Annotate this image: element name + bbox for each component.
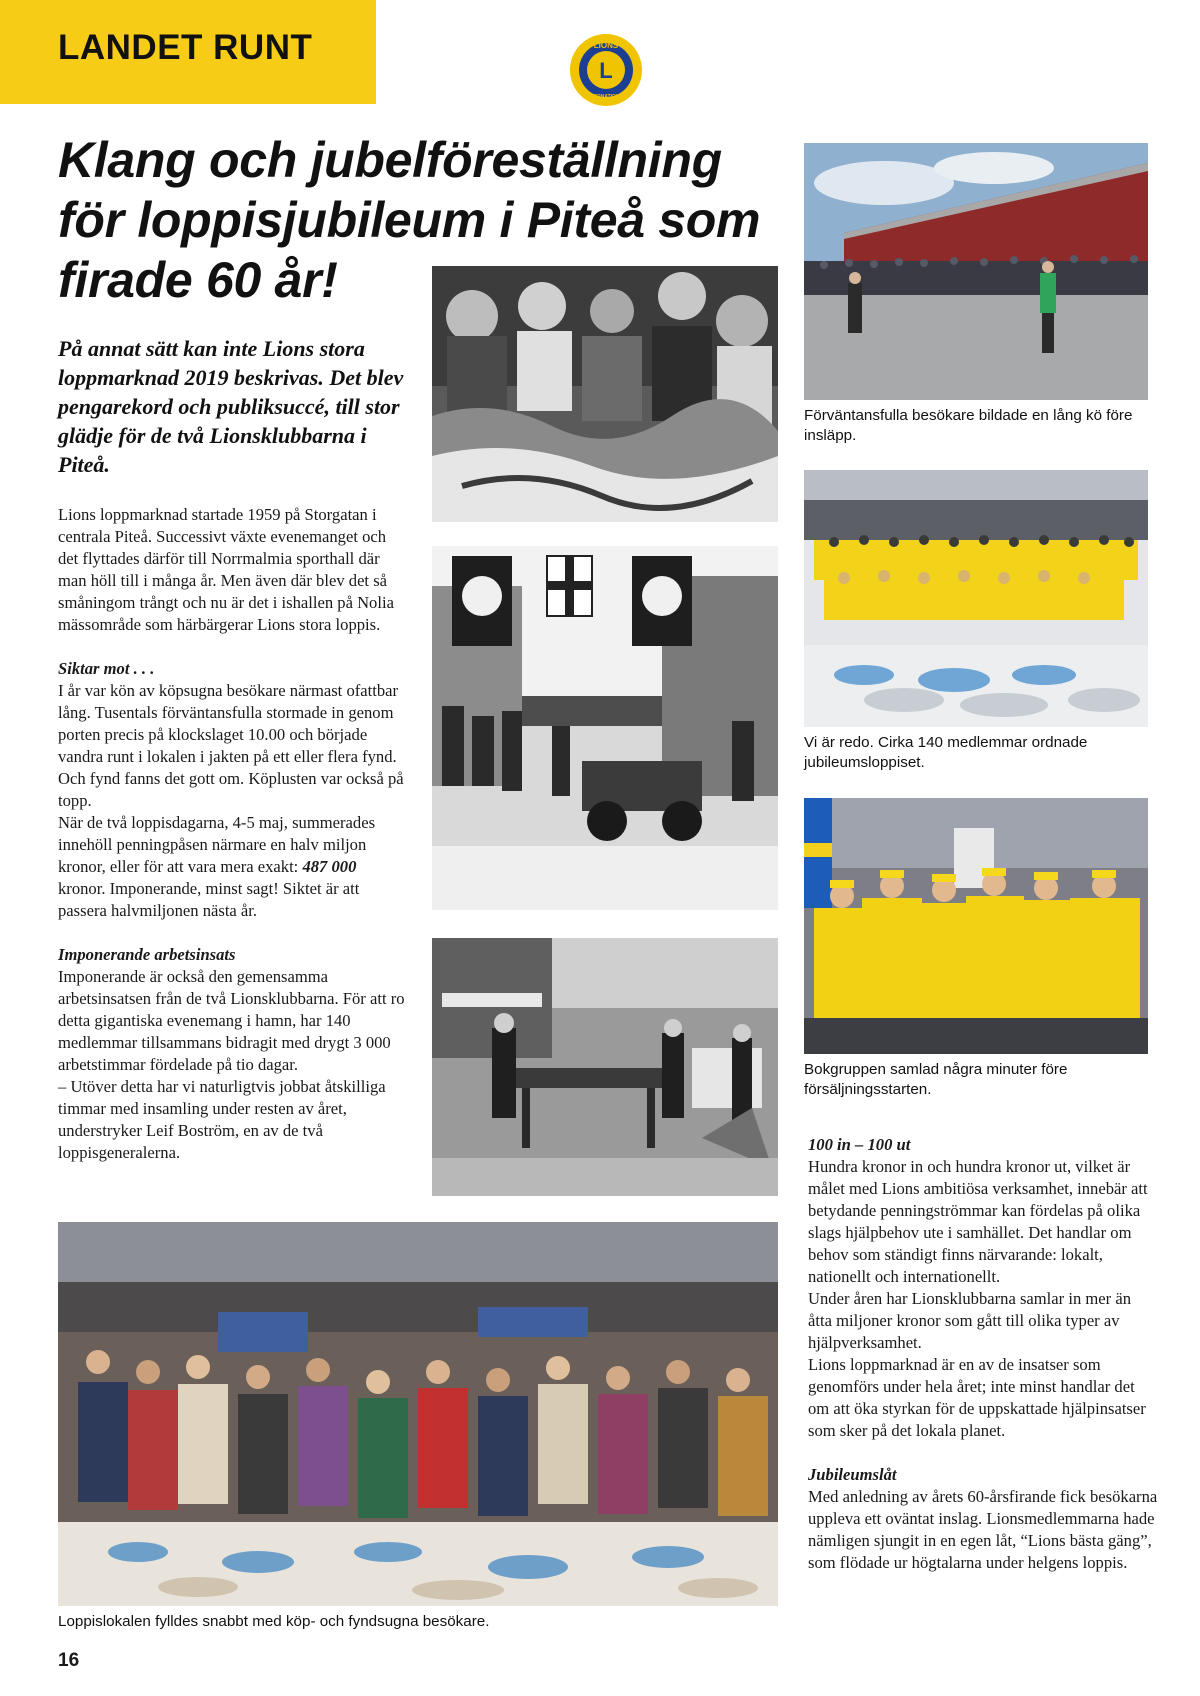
section1-paragraph-2-start: När de två loppisdagarna, 4-5 maj, summerades innehöll penningpåsen närmare en halv miljon kronor, eller för att vara mera exakt: [58, 813, 376, 876]
section4-paragraph-1: Med anledning av årets 60-årsfirande fick besökarna uppleva ett oväntat inslag. Lionsmedlemmarna hade nämligen sjungit in en egen låt, “Lions bästa gäng”, som flödade ur högtalarna under helgens loppis. [808, 1487, 1158, 1572]
left-text-column [58, 504, 406, 1164]
section3-paragraph-2: Under åren har Lionsklubbarna samlar in mer än åtta miljoner kronor som gått till olika typer av hjälpverksamhet. [808, 1289, 1131, 1352]
section1-amount: 487 000 [302, 857, 357, 876]
caption-hall: Loppislokalen fylldes snabbt med köp- och fyndsugna besökare. [58, 1613, 490, 1630]
subhead-100-in-100-ut: 100 in – 100 ut [808, 1135, 911, 1154]
photo-queue-outside [804, 143, 1148, 400]
page-number: 16 [58, 1650, 80, 1671]
photo-members-yellow [804, 470, 1148, 727]
section1-paragraph-2-end: kronor. Imponerande, minst sagt! Siktet är att passera halvmiljonen nästa år. [58, 879, 360, 920]
article-ingress: På annat sätt kan inte Lions stora loppmarknad 2019 beskrivas. Det blev pengarekord och publiksuccé, till stor glädje för de två Lionsklubbarna i Piteå. [58, 336, 404, 477]
section-tab [0, 0, 376, 104]
article-headline: Klang och jubelföreställning för loppisjubileum i Piteå som firade 60 år! [58, 132, 761, 308]
right-text-column [808, 1134, 1158, 1574]
subhead-arbetsinsats: Imponerande arbetsinsats [58, 945, 236, 964]
subhead-siktar-mot: Siktar mot . . . [58, 659, 155, 678]
lions-logo [568, 32, 644, 108]
photo-hall-crowd [58, 1222, 778, 1606]
section-label: LANDET RUNT [58, 28, 313, 67]
caption-bookgroup: Bokgruppen samlad några minuter före försäljningsstarten. [804, 1061, 1068, 1098]
logo-text-top: LIONS [593, 41, 619, 50]
photo-bw-street-banners [432, 546, 778, 910]
section2-paragraph-1: Imponerande är också den gemensamma arbetsinsatsen från de två Lionsklubbarna. För att ro detta gigantiska evenemang i hamn, har 140 medlemmar tillsammans bidragit med drygt 3 000 arbetstimmar fördelade på tio dagar. [58, 967, 405, 1074]
section1-paragraph-1: I år var kön av köpsugna besökare närmast ofattbar lång. Tusentals förväntansfulla stormade in genom porten precis på klockslaget 10.00 och började vandra runt i lokalen i jakten på ett eller flera fynd. Och fynd fanns det gott om. Köplusten var också på topp. [58, 681, 404, 810]
photo-bookgroup [804, 798, 1148, 1054]
intro-paragraph: Lions loppmarknad startade 1959 på Storgatan i centrala Piteå. Successivt växte evenemanget och det flyttades därför till Norrmalmia sporthall där man höll till i många år. Men även där blev det så småningom trångt och nu är det i ishallen på Nolia mässområde som härbärgerar Lions stora loppis. [58, 505, 394, 634]
photo-bw-market-tables [432, 938, 778, 1196]
photo-bw-clothes-crowd [432, 266, 778, 522]
logo-text-bottom: INTERNATIONAL [585, 94, 627, 100]
section3-paragraph-3: Lions loppmarknad är en av de insatser som genomförs under hela året; inte minst handlar det om att öka styrkan för de uppskattade hjälpinsatser som sker på det lokala planet. [808, 1355, 1146, 1440]
section2-paragraph-2: – Utöver detta har vi naturligtvis jobbat åtskilliga timmar med insamling under resten av året, understryker Leif Boström, en av de två loppisgeneralerna. [58, 1077, 386, 1162]
subhead-jubileumslat: Jubileumslåt [808, 1465, 897, 1484]
logo-letter: L [599, 58, 613, 83]
section3-paragraph-1: Hundra kronor in och hundra kronor ut, vilket är målet med Lions ambitiösa verksamhet, innebär att betydande penningströmmar kan fördelas på olika slags hjälpbehov ute i samhället. Det handlar om behov som ständigt finns närvarande: lokalt, nationellt och internationellt. [808, 1157, 1148, 1286]
caption-queue: Förväntansfulla besökare bildade en lång kö före insläpp. [804, 407, 1133, 444]
caption-members: Vi är redo. Cirka 140 medlemmar ordnade jubileumsloppiset. [804, 734, 1088, 771]
